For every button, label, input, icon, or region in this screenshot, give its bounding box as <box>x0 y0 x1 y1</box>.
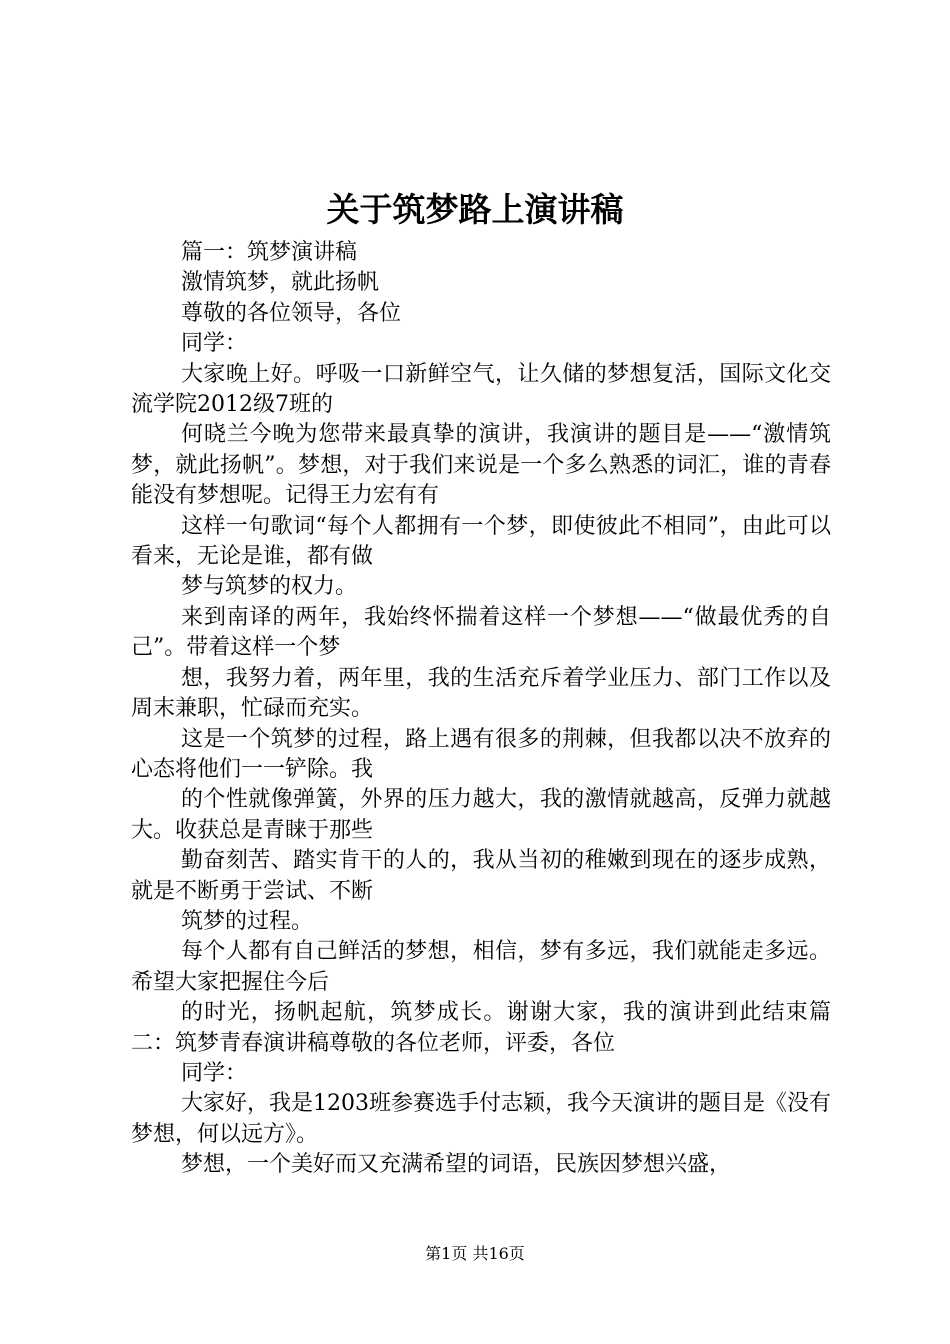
paragraph: 的时光，扬帆起航，筑梦成长。谢谢大家，我的演讲到此结束篇二：筑梦青春演讲稿尊敬的各位老师，评委，各位 <box>131 1000 831 1056</box>
paragraph: 梦与筑梦的权力。 <box>181 574 358 600</box>
paragraph: 来到南译的两年，我始终怀揣着这样一个梦想——“做最优秀的自己”。带着这样一个梦 <box>131 604 831 661</box>
paragraph: 的个性就像弹簧，外界的压力越大，我的激情就越高，反弹力就越大。收获总是青睐于那些 <box>131 787 831 843</box>
paragraph: 尊敬的各位领导，各位 <box>181 300 402 326</box>
paragraph: 这是一个筑梦的过程，路上遇有很多的荆棘，但我都以决不放弃的心态将他们一一铲除。我 <box>131 726 831 782</box>
document-title: 关于筑梦路上演讲稿 <box>326 190 624 229</box>
paragraph: 何晓兰今晚为您带来最真挚的演讲，我演讲的题目是——“激情筑梦，就此扬帆”。梦想，对于我们来说是一个多么熟悉的词汇，谁的青春能没有梦想呢。记得王力宏有有 <box>131 422 831 509</box>
paragraph: 同学： <box>181 1060 248 1086</box>
paragraph: 想，我努力着，两年里，我的生活充斥着学业压力、部门工作以及周末兼职，忙碌而充实。 <box>131 665 831 722</box>
page-footer: 第1页 共16页 <box>425 1244 525 1263</box>
paragraph: 激情筑梦，就此扬帆 <box>181 270 380 296</box>
paragraph: 同学： <box>181 331 248 357</box>
paragraph: 大家好，我是1203班参赛选手付志颖，我今天演讲的题目是《没有梦想，何以远方》。 <box>131 1091 831 1147</box>
paragraph: 每个人都有自己鲜活的梦想，相信，梦有多远，我们就能走多远。希望大家把握住今后 <box>131 939 831 995</box>
paragraph: 梦想，一个美好而又充满希望的词语，民族因梦想兴盛， <box>181 1152 732 1178</box>
paragraph: 筑梦的过程。 <box>181 908 314 934</box>
paragraph: 这样一句歌词“每个人都拥有一个梦，即使彼此不相同”，由此可以看来，无论是谁，都有做 <box>131 513 831 570</box>
paragraph: 勤奋刻苦、踏实肯干的人的，我从当初的稚嫩到现在的逐步成熟，就是不断勇于尝试、不断 <box>131 848 831 904</box>
paragraph: 篇一：筑梦演讲稿 <box>181 240 358 265</box>
paragraph: 大家晚上好。呼吸一口新鲜空气，让久储的梦想复活，国际文化交流学院2012级7班的 <box>131 361 831 418</box>
document-body <box>131 238 831 1181</box>
